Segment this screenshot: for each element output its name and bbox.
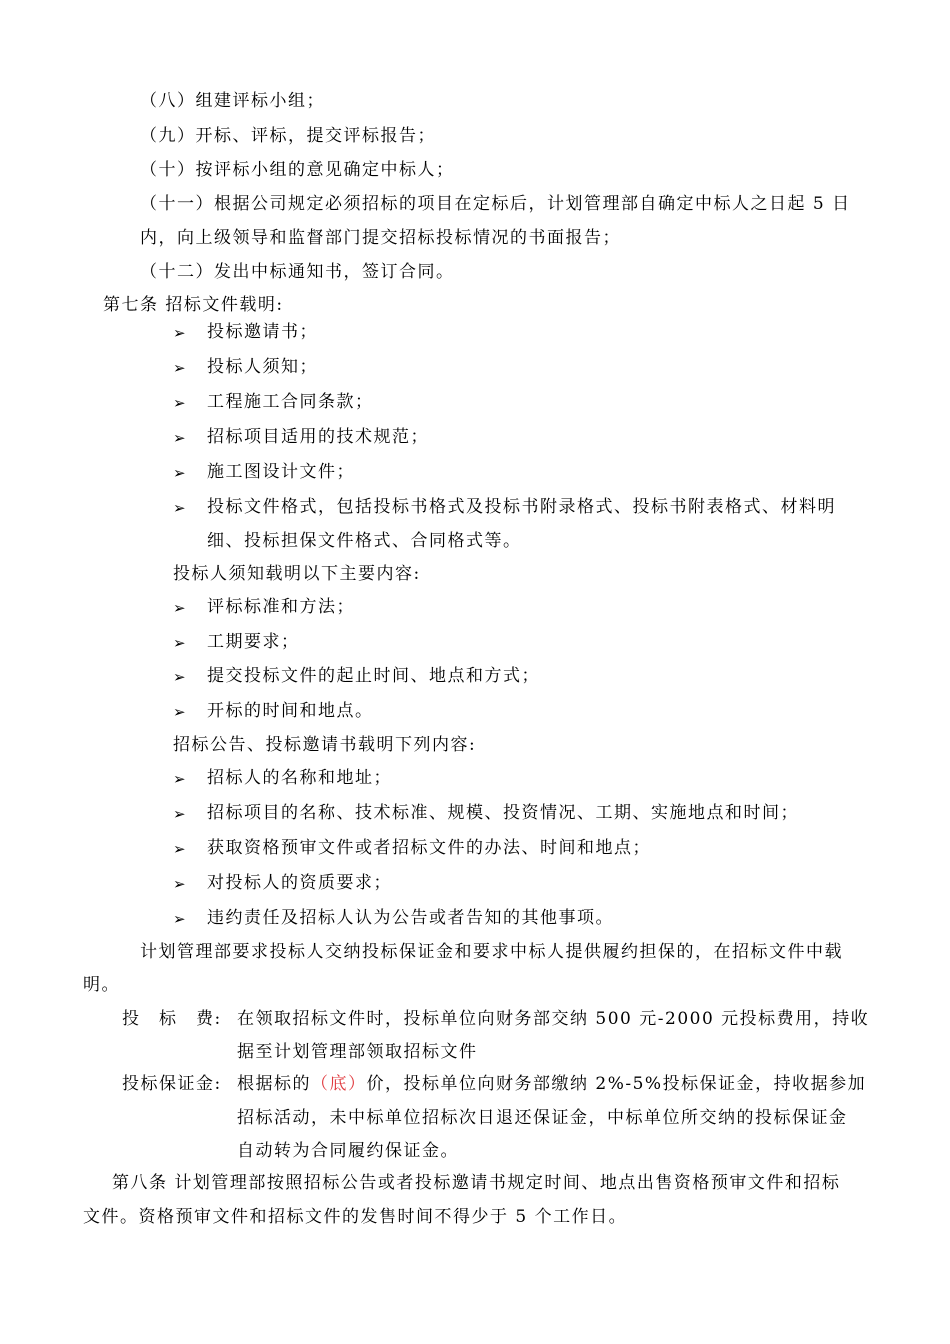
item-11-line-1: （十一）根据公司规定必须招标的项目在定标后，计划管理部自确定中标人之日起 5 日 (140, 194, 851, 214)
article-8-line-2: 文件。资格预审文件和招标文件的发售时间不得少于 5 个工作日。 (83, 1207, 628, 1227)
bullet-arrow-icon: ➢ (173, 703, 188, 721)
bullet-arrow-icon: ➢ (173, 429, 188, 447)
fee-line-1: 在领取招标文件时，投标单位向财务部交纳 500 元-2000 元投标费用，持收 (237, 1009, 870, 1029)
bullet-arrow-icon: ➢ (173, 394, 188, 412)
deposit-text-a: 根据标的 (237, 1074, 311, 1094)
doc-item: 投标人须知； (207, 357, 318, 377)
highlight-di: （底） (311, 1074, 367, 1094)
item-9: （九）开标、评标，提交评标报告； (140, 126, 436, 146)
announce-item: 违约责任及招标人认为公告或者告知的其他事项。 (207, 908, 614, 928)
bullet-arrow-icon: ➢ (173, 599, 188, 617)
fee-line-2: 据至计划管理部领取招标文件 (237, 1042, 478, 1062)
deposit-text-b: 价，投标单位向财务部缴纳 2%-5%投标保证金，持收据参加 (366, 1074, 867, 1094)
bullet-arrow-icon: ➢ (173, 634, 188, 652)
bullet-arrow-icon: ➢ (173, 464, 188, 482)
bullet-arrow-icon: ➢ (173, 770, 188, 788)
doc-item: 投标文件格式，包括投标书格式及投标书附录格式、投标书附表格式、材料明 (207, 497, 836, 517)
deposit-line-3: 自动转为合同履约保证金。 (237, 1141, 459, 1161)
announce-item: 招标项目的名称、技术标准、规模、投资情况、工期、实施地点和时间； (207, 803, 799, 823)
doc-item-continuation: 细、投标担保文件格式、合同格式等。 (207, 531, 522, 551)
announce-item: 招标人的名称和地址； (207, 768, 392, 788)
bullet-arrow-icon: ➢ (173, 805, 188, 823)
notice-item: 提交投标文件的起止时间、地点和方式； (207, 666, 540, 686)
doc-item: 工程施工合同条款； (207, 392, 374, 412)
guarantee-line-2: 明。 (83, 975, 120, 995)
bullet-arrow-icon: ➢ (173, 668, 188, 686)
bullet-arrow-icon: ➢ (173, 499, 188, 517)
bullet-arrow-icon: ➢ (173, 359, 188, 377)
announce-item: 对投标人的资质要求； (207, 873, 392, 893)
notice-item: 评标标准和方法； (207, 597, 355, 617)
announce-heading: 招标公告、投标邀请书载明下列内容: (173, 735, 477, 755)
deposit-line-2: 招标活动，未中标单位招标次日退还保证金，中标单位所交纳的投标保证金 (237, 1108, 848, 1128)
bullet-arrow-icon: ➢ (173, 875, 188, 893)
deposit-term: 投标保证金: (122, 1074, 222, 1094)
announce-item: 获取资格预审文件或者招标文件的办法、时间和地点； (207, 838, 651, 858)
notice-heading: 投标人须知载明以下主要内容: (173, 564, 421, 584)
deposit-line-1 (237, 1073, 866, 1095)
fee-term: 投 标 费: (122, 1009, 222, 1029)
doc-item: 投标邀请书； (207, 322, 318, 342)
doc-item: 招标项目适用的技术规范； (207, 427, 429, 447)
notice-item: 工期要求； (207, 632, 300, 652)
article-8-line-1: 第八条 计划管理部按照招标公告或者投标邀请书规定时间、地点出售资格预审文件和招标 (112, 1173, 841, 1193)
notice-item: 开标的时间和地点。 (207, 701, 374, 721)
article-7-heading: 第七条 招标文件载明: (103, 295, 284, 315)
item-11-line-2: 内，向上级领导和监督部门提交招标投标情况的书面报告； (140, 228, 621, 248)
bullet-arrow-icon: ➢ (173, 910, 188, 928)
item-12: （十二）发出中标通知书，签订合同。 (140, 262, 455, 282)
guarantee-line-1: 计划管理部要求投标人交纳投标保证金和要求中标人提供履约担保的，在招标文件中载 (140, 942, 843, 962)
bullet-arrow-icon: ➢ (173, 840, 188, 858)
item-10: （十）按评标小组的意见确定中标人； (140, 160, 455, 180)
item-8: （八）组建评标小组； (140, 91, 325, 111)
doc-item: 施工图设计文件； (207, 462, 355, 482)
bullet-arrow-icon: ➢ (173, 324, 188, 342)
